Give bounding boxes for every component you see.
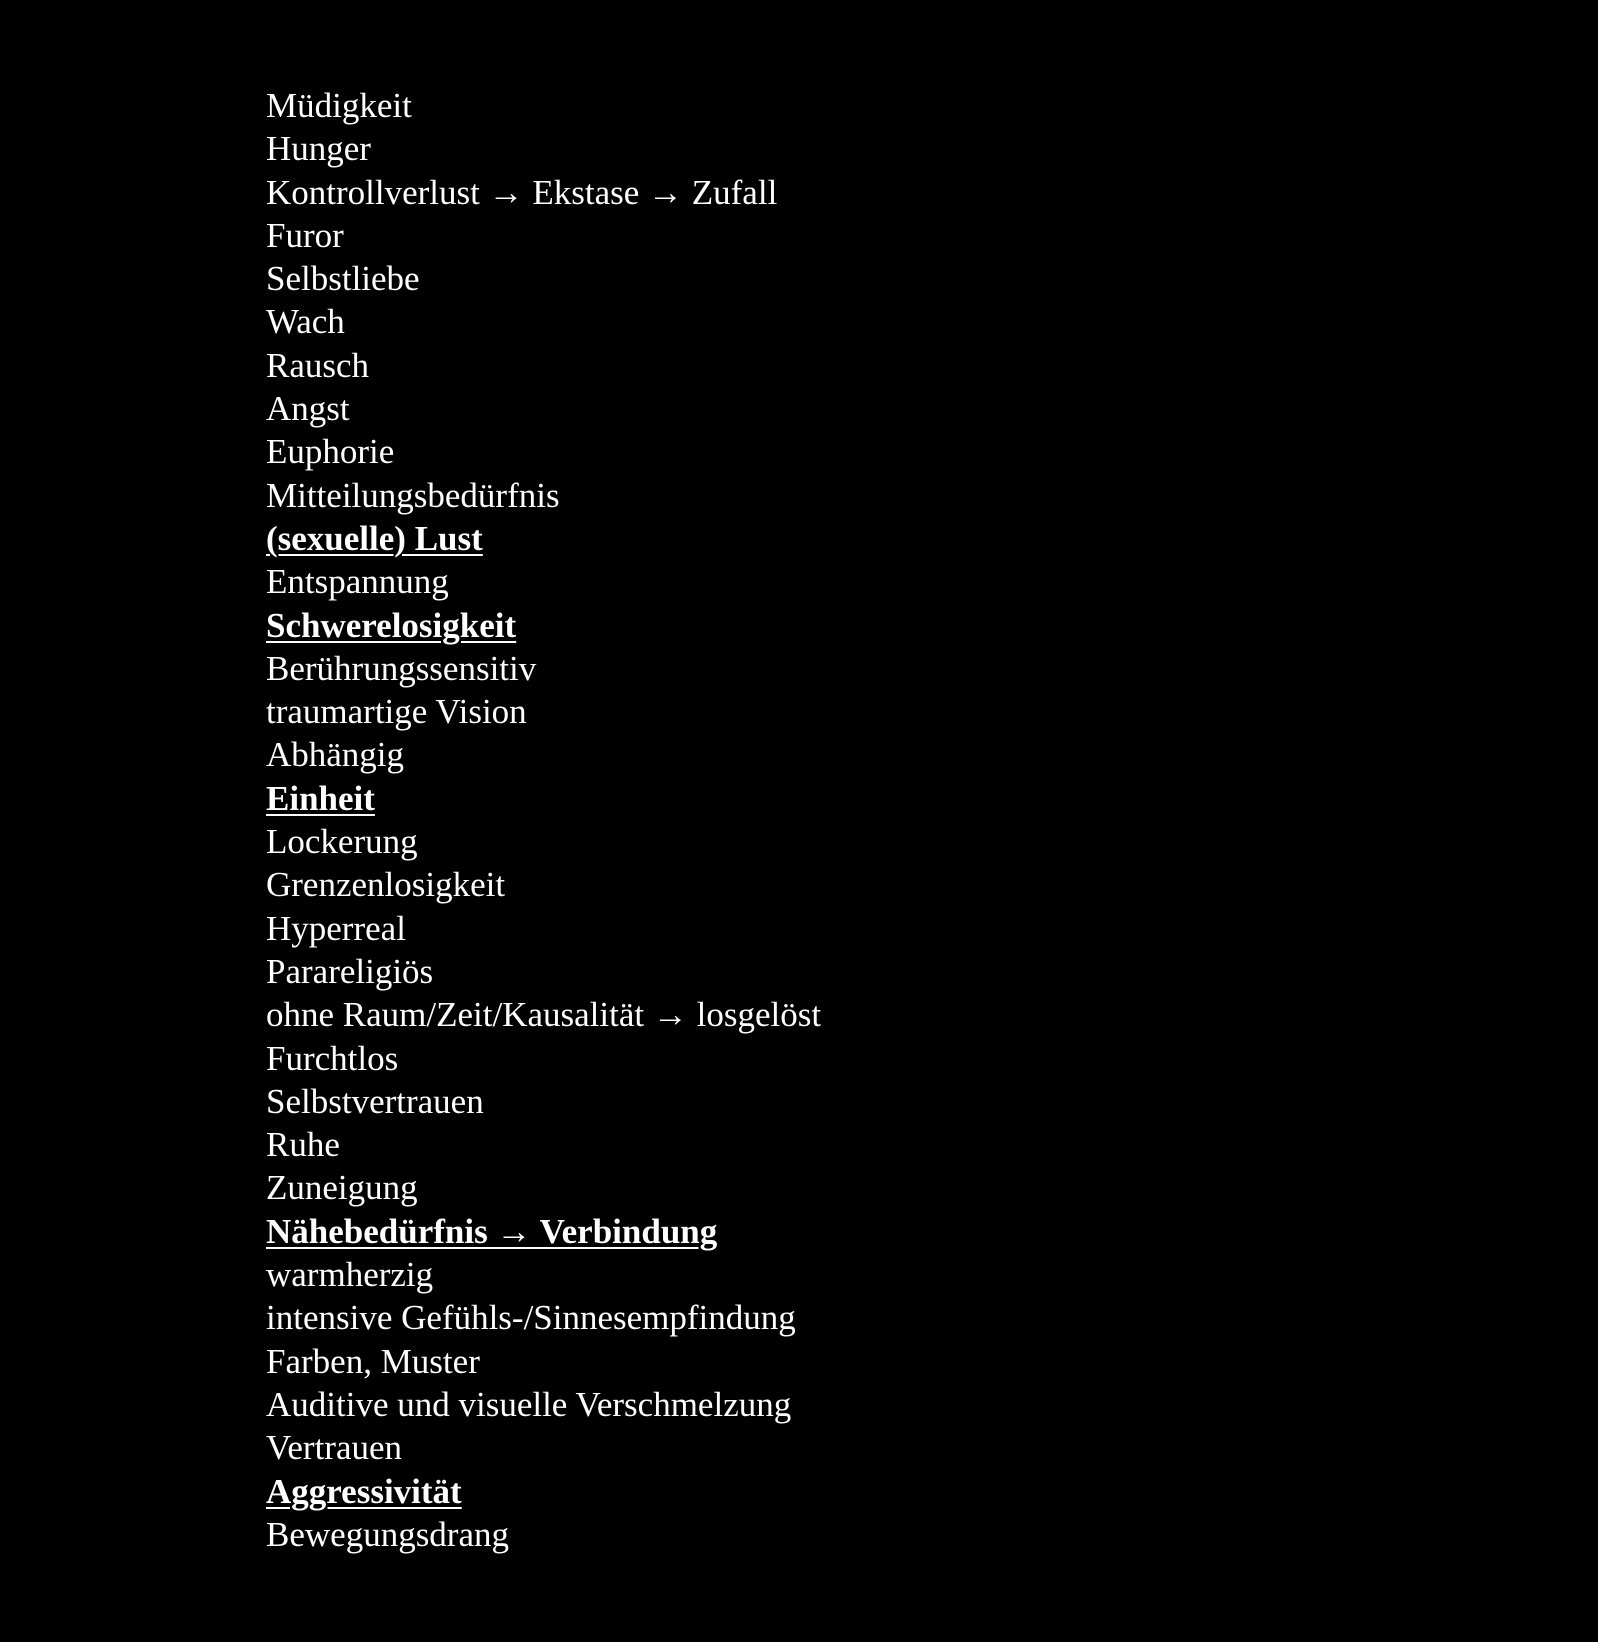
list-item: Abhängig [266,735,405,775]
list-item-emphasized: Schwerelosigkeit [266,605,517,645]
list-item: Euphorie [266,432,395,472]
list-item: traumartige Vision [266,692,527,732]
list-item: Mitteilungsbedürfnis [266,475,560,515]
list-item: Lockerung [266,822,418,862]
list-item: Ruhe [266,1125,340,1165]
list-item-emphasized: Einheit [266,778,375,818]
list-item: Furor [266,215,344,255]
list-item: Hunger [266,129,371,169]
word-list [266,84,821,1556]
list-item: warmherzig [266,1255,434,1295]
list-item: Kontrollverlust → Ekstase → Zufall [266,172,778,212]
list-item: Angst [266,389,350,429]
list-item: intensive Gefühls-/Sinnesempfindung [266,1298,796,1338]
list-item-emphasized: (sexuelle) Lust [266,518,483,558]
list-item-emphasized: Nähebedürfnis → Verbindung [266,1211,718,1251]
list-item: Bewegungsdrang [266,1514,510,1554]
list-item: Entspannung [266,562,449,602]
list-item: Parareligiös [266,951,434,991]
list-item: Grenzenlosigkeit [266,865,506,905]
list-item: Berührungssensitiv [266,648,537,688]
list-item: Rausch [266,345,370,385]
list-item: Furchtlos [266,1038,399,1078]
list-item: Selbstvertrauen [266,1081,484,1121]
list-item-emphasized: Aggressivität [266,1471,462,1511]
list-item: Farben, Muster [266,1341,480,1381]
list-item: Selbstliebe [266,259,420,299]
list-item: Müdigkeit [266,86,412,125]
list-item: Wach [266,302,345,342]
list-item: Hyperreal [266,908,406,948]
list-item: ohne Raum/Zeit/Kausalität → losgelöst [266,995,822,1035]
list-item: Zuneigung [266,1168,418,1208]
list-item: Auditive und visuelle Verschmelzung [266,1384,792,1424]
list-item: Vertrauen [266,1428,403,1468]
